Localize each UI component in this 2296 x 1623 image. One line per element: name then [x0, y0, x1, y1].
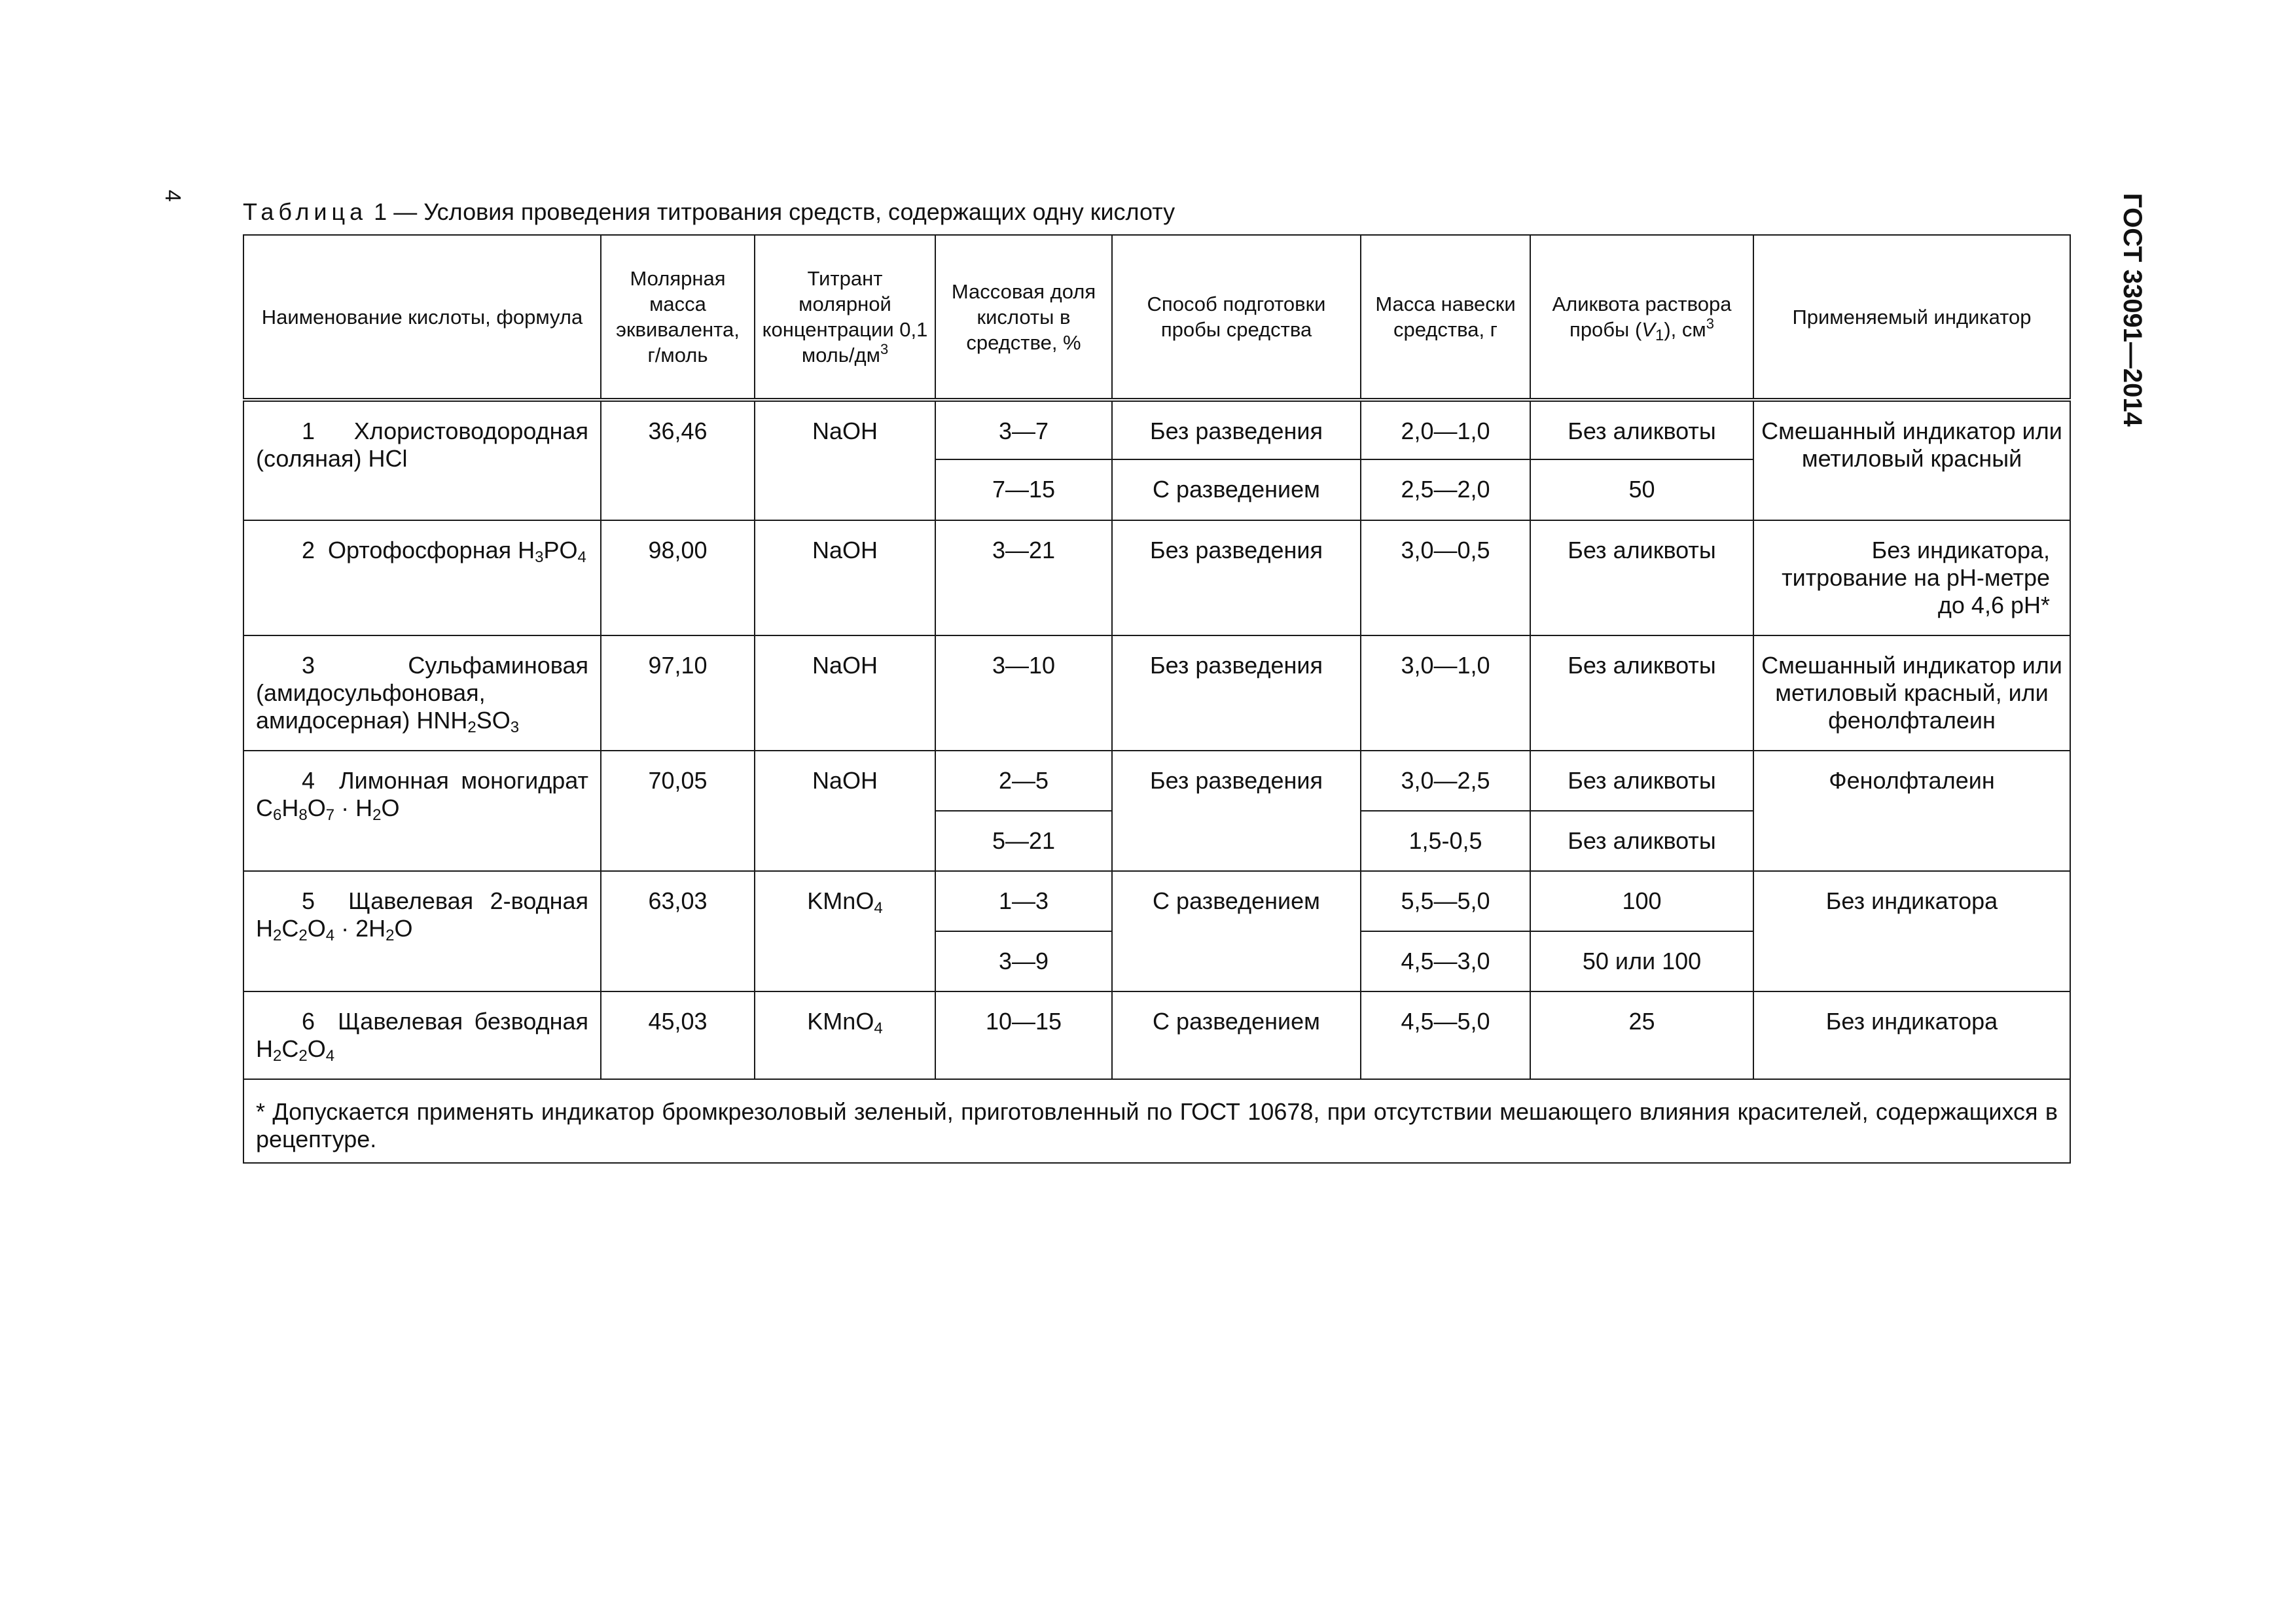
formula-part: H — [281, 794, 299, 821]
acid-name-cell — [243, 871, 601, 991]
formula-part: · 2H — [334, 915, 386, 942]
aliquot-cell: Без аликвоты — [1530, 400, 1753, 459]
formula-sub: 2 — [298, 1047, 308, 1065]
formula-sub: 3 — [535, 548, 544, 566]
caption-prefix: Таблица — [243, 198, 368, 225]
formula-sub: 4 — [577, 548, 586, 566]
formula-part: C — [256, 794, 273, 821]
sample-mass-cell: 5,5—5,0 — [1361, 871, 1530, 931]
table-header-row — [243, 235, 2070, 400]
formula-part: H — [256, 1035, 273, 1062]
formula-sub: 2 — [273, 1047, 282, 1065]
mass-fraction-cell: 3—21 — [935, 520, 1112, 635]
acid-name-cell — [243, 520, 601, 635]
mass-fraction-cell: 3—10 — [935, 635, 1112, 751]
sample-mass-cell: 3,0—2,5 — [1361, 751, 1530, 811]
acid-name-cell — [243, 991, 601, 1079]
header-prep-method: Способ подготовки пробы средства — [1112, 235, 1361, 400]
header-aliquot — [1530, 235, 1753, 400]
header-aliquot-b: ), см — [1664, 318, 1706, 341]
formula-part: SO — [476, 707, 511, 734]
indicator-line: Без индикатора, — [1871, 537, 2050, 563]
aliquot-cell: 100 — [1530, 871, 1753, 931]
acid-name-cell — [243, 400, 601, 520]
acid-name: Ортофосфорная H — [328, 537, 535, 563]
formula-sub: 7 — [325, 806, 335, 824]
header-indicator: Применяемый индикатор — [1753, 235, 2070, 400]
footnote — [243, 1079, 2070, 1163]
titrant-cell: NaOH — [755, 400, 935, 520]
titrant-cell: NaOH — [755, 520, 935, 635]
acid-name: Щавелевая 2-водная — [348, 887, 588, 914]
footnote-text: * Допускается применять индикатор бромкрезоловый зеленый, приготовленный по ГОСТ 10678, при отсутствии мешающего влияния красителей, содержащихся в рецептуре. — [256, 1098, 2058, 1152]
formula-sub: 4 — [325, 927, 335, 944]
formula-part: H — [256, 915, 273, 942]
formula-sub: 4 — [325, 1047, 335, 1065]
sample-mass-cell: 3,0—0,5 — [1361, 520, 1530, 635]
header-mass-fraction: Массовая доля кислоты в средстве, % — [935, 235, 1112, 400]
prep-method-cell: С разведением — [1112, 991, 1361, 1079]
formula-sub: 6 — [273, 806, 282, 824]
titration-table — [243, 234, 2071, 1164]
acid-name-cell — [243, 635, 601, 751]
indicator-cell — [1753, 520, 2070, 635]
acid-number: 5 — [302, 887, 315, 914]
prep-method-cell: Без разведения — [1112, 635, 1361, 751]
molar-mass-cell: 63,03 — [601, 871, 755, 991]
header-titrant — [755, 235, 935, 400]
indicator-cell: Смешанный индикатор или метиловый красный, или фенолфталеин — [1753, 635, 2070, 751]
formula-sub: 2 — [372, 806, 382, 824]
formula-sub: 2 — [467, 719, 476, 736]
mass-fraction-cell: 2—5 — [935, 751, 1112, 811]
indicator-line: титрование на pH-метре — [1782, 564, 2050, 591]
table-caption — [243, 198, 1175, 226]
header-sample-mass: Масса навески средства, г — [1361, 235, 1530, 400]
mass-fraction-cell: 3—7 — [935, 400, 1112, 459]
prep-method-cell: Без разведения — [1112, 400, 1361, 459]
caption-text: 1 — Условия проведения титрования средств, содержащих одну кислоту — [374, 198, 1175, 225]
aliquot-cell: 25 — [1530, 991, 1753, 1079]
formula-sub: 2 — [298, 927, 308, 944]
acid-number: 1 — [302, 418, 315, 444]
table-row — [243, 751, 2070, 811]
header-titrant-text: Титрант молярной концентрации 0,1 моль/дм — [762, 267, 928, 366]
formula-part: O — [381, 794, 400, 821]
titrant-sub: 4 — [874, 1020, 883, 1037]
aliquot-cell: Без аликвоты — [1530, 635, 1753, 751]
header-aliquot-sub: 1 — [1655, 327, 1664, 344]
formula-part: C — [281, 915, 299, 942]
formula-sub: 2 — [386, 927, 395, 944]
formula-sub: 3 — [510, 719, 520, 736]
mass-fraction-cell: 10—15 — [935, 991, 1112, 1079]
formula-part: O — [307, 1035, 326, 1062]
formula-part: O — [394, 915, 413, 942]
mass-fraction-cell: 3—9 — [935, 931, 1112, 991]
header-acid-name: Наименование кислоты, формула — [243, 235, 601, 400]
sample-mass-cell: 1,5-0,5 — [1361, 811, 1530, 871]
header-aliquot-a: Аликвота раствора пробы ( — [1552, 293, 1732, 341]
acid-name: Хлористоводородная (соляная) HCl — [256, 418, 588, 472]
sample-mass-cell: 2,5—2,0 — [1361, 459, 1530, 520]
titrant-sub: 4 — [874, 899, 883, 917]
aliquot-cell: Без аликвоты — [1530, 520, 1753, 635]
acid-number: 6 — [302, 1008, 315, 1035]
header-aliquot-v: V — [1641, 318, 1655, 341]
table-row — [243, 871, 2070, 931]
molar-mass-cell: 98,00 — [601, 520, 755, 635]
molar-mass-cell: 97,10 — [601, 635, 755, 751]
header-aliquot-sup: 3 — [1706, 315, 1714, 332]
indicator-cell: Без индикатора — [1753, 991, 2070, 1079]
aliquot-cell: 50 — [1530, 459, 1753, 520]
table-row — [243, 991, 2070, 1079]
page-number: 4 — [161, 190, 185, 202]
indicator-line: до 4,6 pH* — [1937, 592, 2050, 618]
prep-method-cell: Без разведения — [1112, 520, 1361, 635]
mass-fraction-cell: 7—15 — [935, 459, 1112, 520]
acid-number: 3 — [302, 652, 315, 679]
table-row — [243, 635, 2070, 751]
formula-sub: 2 — [273, 927, 282, 944]
formula-part: O — [307, 794, 326, 821]
table-row — [243, 520, 2070, 635]
molar-mass-cell: 45,03 — [601, 991, 755, 1079]
indicator-cell: Фенолфталеин — [1753, 751, 2070, 871]
titrant-cell — [755, 871, 935, 991]
acid-name-cell — [243, 751, 601, 871]
document-code: ГОСТ 33091—2014 — [2118, 193, 2147, 427]
prep-method-cell: Без разведения — [1112, 751, 1361, 871]
aliquot-cell: 50 или 100 — [1530, 931, 1753, 991]
titrant-cell: NaOH — [755, 635, 935, 751]
acid-name: Сульфаминовая (амидосульфоновая, амидосерная) HNH — [256, 652, 588, 734]
sample-mass-cell: 2,0—1,0 — [1361, 400, 1530, 459]
aliquot-cell: Без аликвоты — [1530, 811, 1753, 871]
formula-part: PO — [543, 537, 578, 563]
sample-mass-cell: 3,0—1,0 — [1361, 635, 1530, 751]
titrant-text: KMnO — [807, 1008, 874, 1035]
sample-mass-cell: 4,5—3,0 — [1361, 931, 1530, 991]
acid-number: 4 — [302, 767, 315, 794]
header-molar-mass: Молярная масса эквивалента, г/моль — [601, 235, 755, 400]
header-titrant-sup: 3 — [880, 341, 889, 357]
acid-number: 2 — [302, 537, 315, 563]
molar-mass-cell: 70,05 — [601, 751, 755, 871]
titrant-cell — [755, 991, 935, 1079]
table-row — [243, 400, 2070, 459]
acid-name: Щавелевая безводная — [338, 1008, 588, 1035]
aliquot-cell: Без аликвоты — [1530, 751, 1753, 811]
mass-fraction-cell: 5—21 — [935, 811, 1112, 871]
formula-part: · H — [334, 794, 373, 821]
molar-mass-cell: 36,46 — [601, 400, 755, 520]
mass-fraction-cell: 1—3 — [935, 871, 1112, 931]
acid-name: Лимонная моногидрат — [339, 767, 588, 794]
footnote-row — [243, 1079, 2070, 1163]
prep-method-cell: С разведением — [1112, 459, 1361, 520]
titrant-cell: NaOH — [755, 751, 935, 871]
titrant-text: KMnO — [807, 887, 874, 914]
indicator-cell: Без индикатора — [1753, 871, 2070, 991]
formula-part: O — [307, 915, 326, 942]
indicator-cell: Смешанный индикатор или метиловый красный — [1753, 400, 2070, 520]
formula-part: C — [281, 1035, 299, 1062]
formula-sub: 8 — [298, 806, 308, 824]
sample-mass-cell: 4,5—5,0 — [1361, 991, 1530, 1079]
prep-method-cell: С разведением — [1112, 871, 1361, 991]
